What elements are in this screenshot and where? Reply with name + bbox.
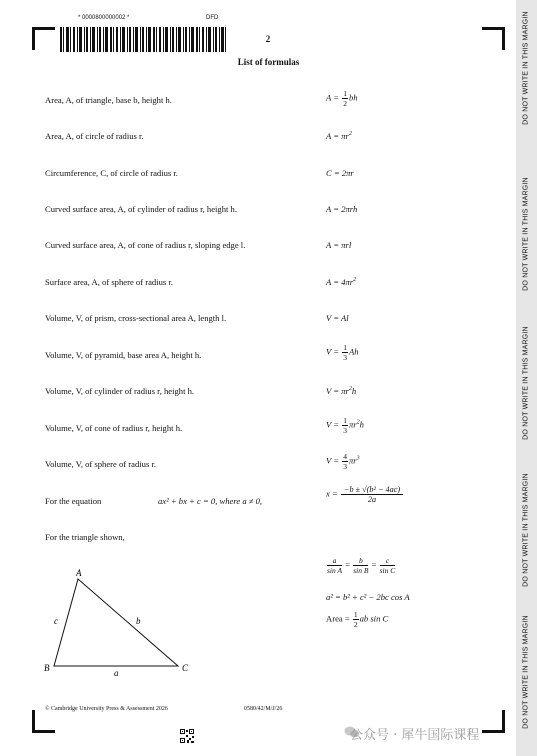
registration-mark [482, 710, 505, 733]
formula-label: Volume, V, of pyramid, base area A, height h. [45, 350, 202, 360]
quadratic-formula: x = $\frac{\text{−b ± √(b² − 4ac)}}{2a}$ [326, 485, 404, 504]
cylinder-volume-formula: $V = \pi r^2h$ [326, 386, 357, 396]
footer-copyright: © Cambridge University Press & Assessment 2026 [45, 706, 168, 712]
barcode-number: * 0000800000002 * [78, 15, 130, 21]
area-rule-formula: Area = $\frac{1}{2}$ ab sin C [326, 610, 389, 629]
sine-rule-formula: $\frac{a}{\text{sin A}}$ = $\frac{b}{\text{sin B}}$ = $\frac{c}{\text{sin C}}$ [327, 556, 396, 575]
triangle-area-formula: A = $\frac{1}{2}$ bh [326, 89, 358, 108]
formula-label: Volume, V, of sphere of radius r. [45, 459, 156, 469]
margin-warning: DO NOT WRITE IN THIS MARGIN [522, 11, 530, 125]
quadratic-label: For the equation [45, 496, 102, 506]
formula-label: Volume, V, of cone of radius r, height h. [45, 423, 183, 433]
formula-label: Circumference, C, of circle of radius r. [45, 168, 178, 178]
registration-mark [32, 27, 55, 50]
triangle-label: For the triangle shown, [45, 532, 125, 542]
footer-paper-code: 0580/42/M/J/26 [244, 706, 283, 712]
margin-warning: DO NOT WRITE IN THIS MARGIN [522, 326, 530, 440]
page-number: 2 [265, 34, 271, 44]
vertex-a-label: A [76, 568, 82, 578]
formula-label: Surface area, A, of sphere of radius r. [45, 277, 173, 287]
side-a-label: a [114, 668, 119, 678]
triangle-diagram [40, 562, 200, 682]
cone-volume-formula: V = $\frac{1}{3}$ $\pi r^2h$ [326, 416, 364, 435]
vertex-b-label: B [44, 663, 50, 673]
circle-area-formula: $A = \pi r^2$ [326, 131, 352, 141]
formula-label: Curved surface area, A, of cone of radius r, sloping edge l. [45, 240, 246, 250]
side-b-label: b [136, 616, 141, 626]
cosine-rule-formula: a² = b² + c² − 2bc cos A [326, 592, 410, 602]
vertex-c-label: C [182, 663, 189, 673]
prism-volume-formula: V = Al [326, 313, 349, 323]
registration-mark [482, 27, 505, 50]
barcode-icon [60, 27, 226, 52]
formula-label: Curved surface area, A, of cylinder of radius r, height h. [45, 204, 237, 214]
cylinder-csa-formula: A = 2πrh [326, 204, 358, 214]
formula-label: Volume, V, of prism, cross-sectional area A, length l. [45, 313, 227, 323]
barcode-code: DFD [206, 15, 219, 21]
margin-warning: DO NOT WRITE IN THIS MARGIN [522, 473, 530, 587]
formula-label: Volume, V, of cylinder of radius r, height h. [45, 386, 195, 396]
registration-mark [32, 710, 55, 733]
watermark-text: 公众号 · 犀牛国际课程 [350, 728, 480, 743]
margin-warning: DO NOT WRITE IN THIS MARGIN [522, 177, 530, 291]
circumference-formula: C = 2πr [326, 168, 354, 178]
margin-warning: DO NOT WRITE IN THIS MARGIN [522, 615, 530, 729]
qr-code-icon [180, 729, 194, 743]
formula-label: Area, A, of circle of radius r. [45, 131, 144, 141]
sphere-volume-formula: V = $\frac{4}{3}$ $\pi r^3$ [326, 452, 360, 471]
quadratic-equation: ax² + bx + c = 0, where a ≠ 0, [158, 496, 263, 506]
side-c-label: c [54, 616, 58, 626]
formula-label: Area, A, of triangle, base b, height h. [45, 95, 172, 105]
sphere-sa-formula: $A = 4\pi r^2$ [326, 277, 357, 287]
page-title: List of formulas [237, 57, 300, 67]
cone-csa-formula: A = πrl [326, 240, 352, 250]
pyramid-volume-formula: V = $\frac{1}{3}$ Ah [326, 343, 359, 362]
